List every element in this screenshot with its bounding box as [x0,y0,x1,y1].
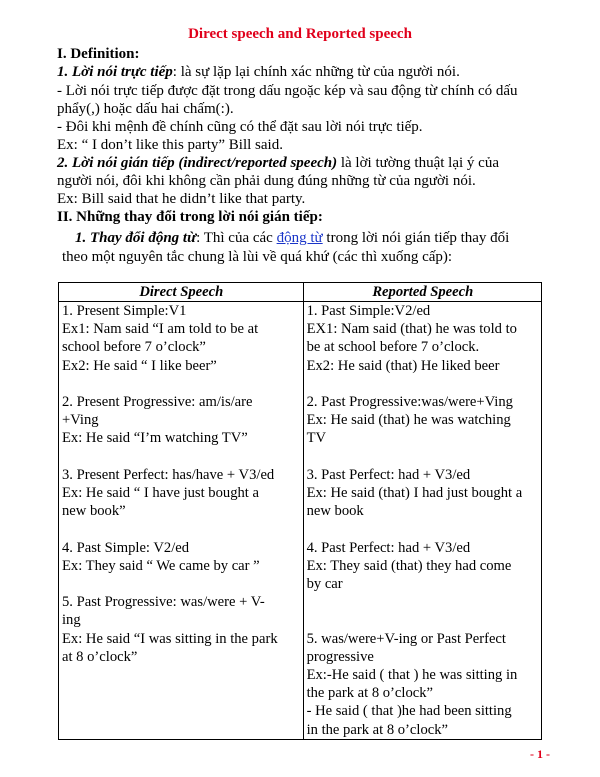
reported-block [307,539,539,594]
indirect-desc-a: là lời tường thuật lại ý của [337,155,499,171]
indirect-example: Ex: Bill said that he didn’t like that party. [57,191,306,207]
table-header-row [59,283,542,302]
direct-definition [57,64,460,81]
direct-rule-2: - Đôi khi mệnh đề chính cũng có thể đặt sau lời nói trực tiếp. [57,119,423,135]
reported-line: - He said ( that )he had been sitting [306,703,512,720]
direct-line: Ex: He said “I’m watching TV” [62,430,248,447]
direct-line: Ex1: Nam said “I am told to be at [62,321,259,338]
indirect-definition [57,155,499,172]
reported-line: by car [306,576,343,592]
direct-block [62,302,301,375]
reported-line: Ex: He said (that) he was watching [306,412,511,429]
direct-example: Ex: “ I don’t like this party” Bill said. [57,137,283,153]
direct-line: 4. Past Simple: V2/ed [62,539,190,556]
direct-line: 1. Present Simple:V1 [62,303,187,319]
verb-change-intro [75,230,509,247]
reported-line [307,611,539,629]
direct-desc: : là sự lặp lại chính xác những từ của người nói. [172,64,460,80]
direct-line: Ex: He said “ I have just bought a [62,485,259,501]
direct-rule-1b: phẩy(,) hoặc dấu hai chấm(:). [57,101,234,117]
reported-line: progressive [306,648,374,665]
direct-speech-cell [59,302,304,740]
reported-line: Ex:-He said ( that ) he was sitting in [306,667,518,683]
direct-block [62,466,301,521]
tense-table [58,282,542,740]
reported-line: TV [306,430,327,447]
reported-speech-cell [303,302,541,740]
verb-change-term: 1. Thay đổi động từ [75,230,197,246]
direct-line: ing [62,612,81,629]
direct-line: at 8 o’clock” [62,648,138,665]
direct-line: Ex: He said “I was sitting in the park [62,630,278,647]
direct-line: 3. Present Perfect: has/have + V3/ed [62,466,275,483]
direct-line: Ex2: He said “ I like beer” [62,357,217,374]
document-title: Direct speech and Reported speech [188,26,412,42]
direct-term: 1. Lời nói trực tiếp [57,64,173,80]
direct-line: new book” [62,503,126,520]
reported-block [307,393,539,448]
reported-line: new book [306,503,364,520]
direct-line: school before 7 o’clock” [62,339,206,356]
reported-line: the park at 8 o’clock” [306,685,433,702]
direct-block [62,393,301,448]
reported-line: Ex2: He said (that) He liked beer [306,357,500,374]
reported-line: EX1: Nam said (that) he was told to [306,321,517,338]
reported-line: Ex: He said (that) I had just bought a [306,485,523,501]
reported-line: 5. was/were+V-ing or Past Perfect [306,630,506,647]
reported-line: 4. Past Perfect: had + V3/ed [306,539,471,556]
reported-block [307,466,539,521]
page-number: - 1 - [530,747,550,761]
reported-line: Ex: They said (that) they had come [306,557,512,574]
reported-line: in the park at 8 o’clock” [306,721,448,738]
direct-block [62,593,301,666]
section-2-heading: II. Những thay đổi trong lời nói gián tiếp: [57,209,323,225]
direct-line: Ex: They said “ We came by car ” [62,557,260,574]
reported-line: 3. Past Perfect: had + V3/ed [306,466,471,483]
reported-line: be at school before 7 o’clock. [306,339,480,356]
indirect-desc-b: người nói, đôi khi không cần phải dung đúng những từ của người nói. [57,173,476,189]
dong-tu-link[interactable]: động từ [276,230,323,246]
table-row [59,302,542,740]
verb-change-text-b: trong lời nói gián tiếp thay đổi [322,230,510,246]
reported-line: 2. Past Progressive:was/were+Ving [306,394,513,410]
reported-block [307,302,539,375]
direct-block [62,539,301,575]
col-direct-header: Direct Speech [59,283,304,302]
direct-line: 2. Present Progressive: am/is/are [62,394,253,410]
direct-rule-1a: - Lời nói trực tiếp được đặt trong dấu ngoặc kép và sau động từ chính có dấu [57,83,518,99]
verb-change-text-c: theo một nguyên tắc chung là lùi về quá khứ (các thì xuống cấp): [62,249,453,265]
indirect-term: 2. Lời nói gián tiếp (indirect/reported speech) [57,155,338,171]
section-1-heading: I. Definition: [57,46,140,62]
direct-line: 5. Past Progressive: was/were + V- [62,594,265,611]
reported-line: 1. Past Simple:V2/ed [306,303,431,319]
reported-block [307,611,539,738]
col-reported-header: Reported Speech [303,283,541,302]
verb-change-text-a: : Thì của các [196,230,277,246]
direct-line: +Ving [62,412,99,429]
